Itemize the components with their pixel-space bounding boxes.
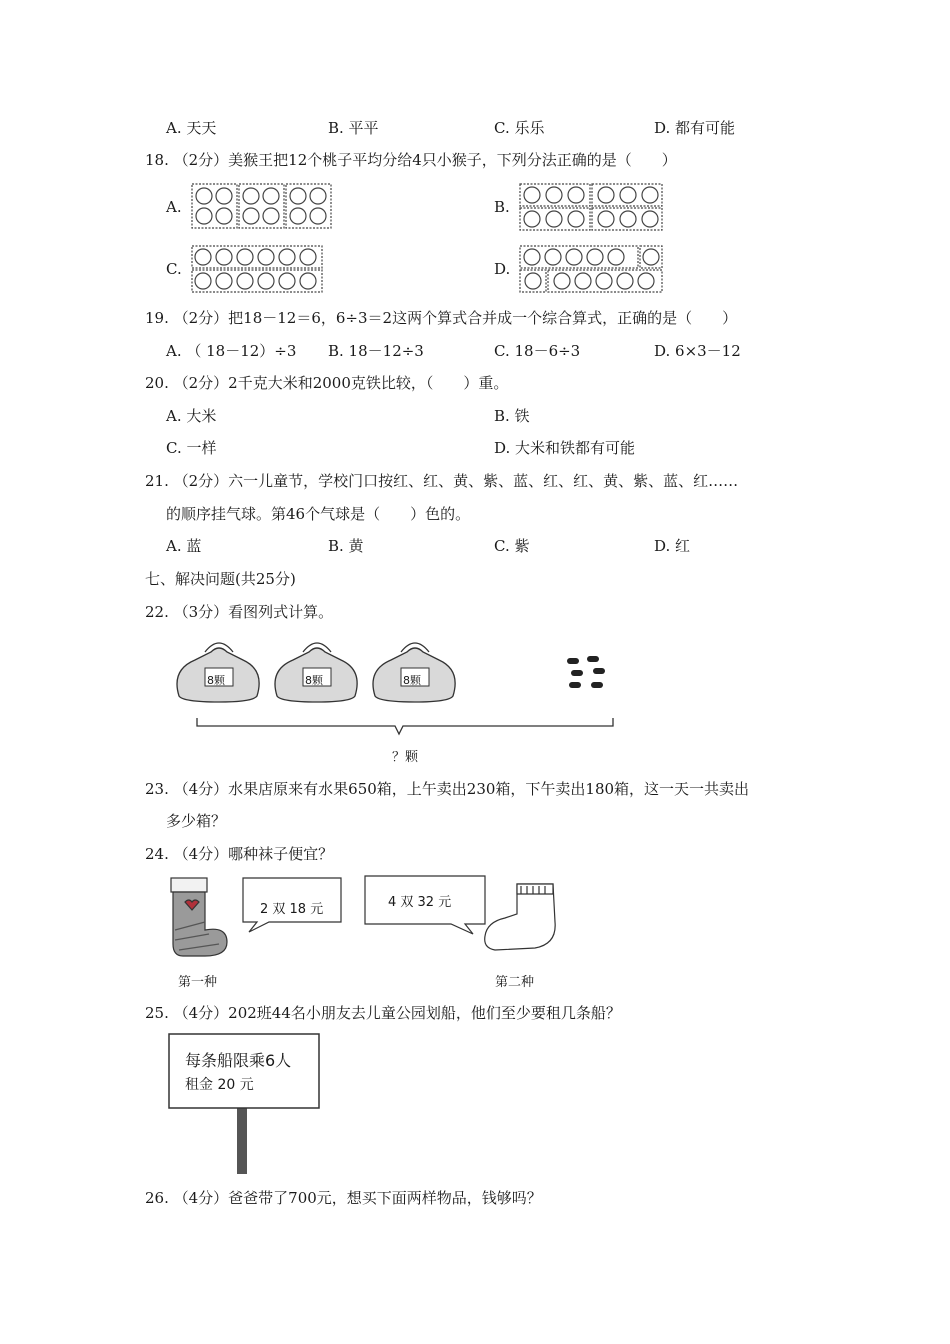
q18-label-b: B. xyxy=(494,198,510,216)
q19-option-a: A. （ 18－12）÷3 xyxy=(166,342,297,360)
candy-bags-figure xyxy=(165,626,625,766)
sign-line1: 每条船限乘6人 xyxy=(185,1051,292,1070)
peach-groups-c-image xyxy=(190,244,325,294)
q20-option-c: C. 一样 xyxy=(166,439,217,457)
q19-option-c: C. 18－6÷3 xyxy=(494,342,581,360)
q20-stem: 20. （2分）2千克大米和2000克铁比较，（ ）重。 xyxy=(145,374,509,392)
q17-option-b: B. 平平 xyxy=(328,119,379,137)
bag-2-label: 8颗 xyxy=(305,674,323,687)
bubble-2-price: 4 双 32 元 xyxy=(388,895,452,910)
q23-stem-line1: 23. （4分）水果店原来有水果650箱，上午卖出230箱，下午卖出180箱，这一天一共卖出 xyxy=(145,780,750,798)
q22-stem: 22. （3分）看图列式计算。 xyxy=(145,603,334,621)
q18-label-d: D. xyxy=(494,260,511,278)
q24-stem: 24. （4分）哪种袜子便宜？ xyxy=(145,845,334,863)
q20-option-a: A. 大米 xyxy=(166,407,217,425)
q19-option-b: B. 18－12÷3 xyxy=(328,342,424,360)
q23-stem-line2: 多少箱？ xyxy=(166,812,227,830)
peach-groups-d-image xyxy=(518,244,664,294)
q21-option-d: D. 红 xyxy=(654,537,691,555)
q17-option-d: D. 都有可能 xyxy=(654,119,736,137)
q21-option-b: B. 黄 xyxy=(328,537,364,555)
q17-option-a: A. 天天 xyxy=(166,119,217,137)
q18-label-c: C. xyxy=(166,260,182,278)
section-title: 七、解决问题(共25分) xyxy=(145,570,296,588)
q21-option-a: A. 蓝 xyxy=(166,537,202,555)
peach-groups-a-image xyxy=(190,182,335,230)
q25-stem: 25. （4分）202班44名小朋友去儿童公园划船，他们至少要租几条船？ xyxy=(145,1004,621,1022)
bag-3-label: 8颗 xyxy=(403,674,421,687)
q18-stem: 18. （2分）美猴王把12个桃子平均分给4只小猴子，下列分法正确的是（ ） xyxy=(145,151,677,169)
q19-stem: 19. （2分）把18－12＝6，6÷3＝2这两个算式合并成一个综合算式，正确的是（ ） xyxy=(145,309,738,327)
q26-stem: 26. （4分）爸爸带了700元，想买下面两样物品，钱够吗？ xyxy=(145,1189,542,1207)
total-label: ？颗 xyxy=(392,750,419,765)
socks-figure xyxy=(165,868,575,966)
bubble-1-price: 2 双 18 元 xyxy=(260,902,324,917)
q21-option-c: C. 紫 xyxy=(494,537,530,555)
sock-1-caption: 第一种 xyxy=(178,975,218,990)
peach-groups-b-image xyxy=(518,182,664,232)
q20-option-d: D. 大米和铁都有可能 xyxy=(494,439,636,457)
q21-stem-line2: 的顺序挂气球。第46个气球是（ ）色的。 xyxy=(166,505,471,523)
q20-option-b: B. 铁 xyxy=(494,407,530,425)
q19-option-d: D. 6×3－12 xyxy=(654,342,741,360)
q17-option-c: C. 乐乐 xyxy=(494,119,545,137)
sign-line2: 租金 20 元 xyxy=(185,1077,254,1093)
q18-label-a: A. xyxy=(166,198,182,216)
bag-1-label: 8颗 xyxy=(207,674,225,687)
sock-2-caption: 第二种 xyxy=(495,975,535,990)
q21-stem-line1: 21. （2分）六一儿童节，学校门口按红、红、黄、紫、蓝、红、红、黄、紫、蓝、红…… xyxy=(145,472,739,490)
